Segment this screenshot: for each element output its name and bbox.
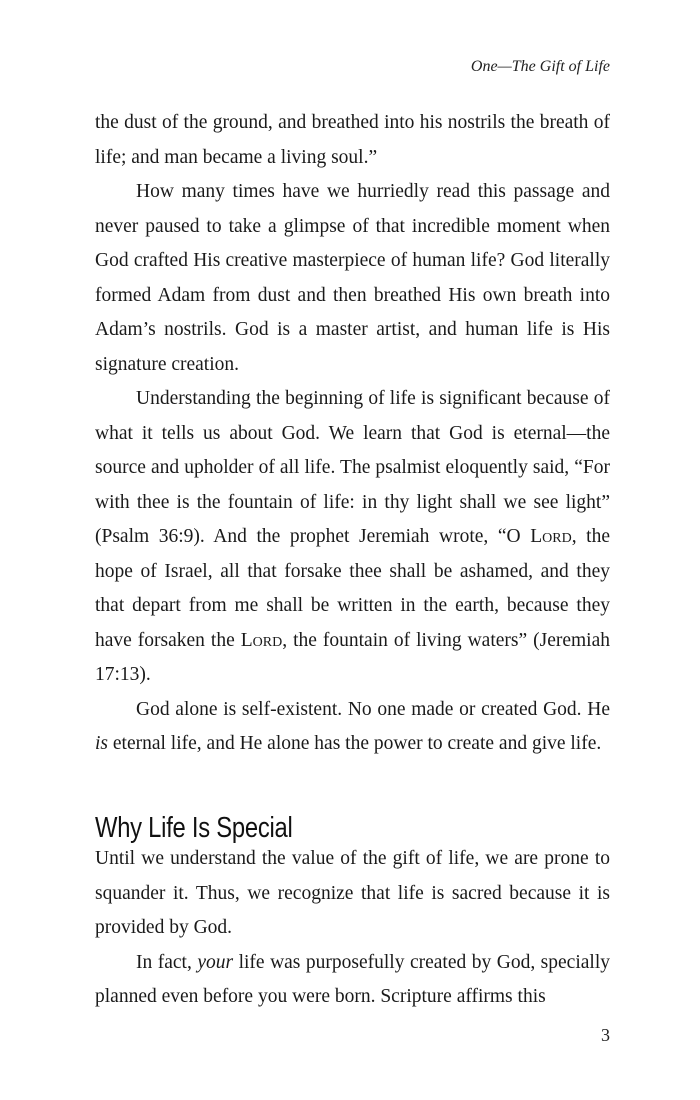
paragraph: Until we understand the value of the gift of life, we are prone to squander it. Thus, we recognize that life is sacred because it is provided by God. (95, 848, 610, 938)
running-head: One—The Gift of Life (470, 58, 610, 75)
paragraph-text: eternal life, and He alone has the power to create and give life. (108, 733, 602, 754)
paragraph-text: Understanding the beginning of life is significant because of what it tells us about God. We learn that God is eternal—the source and upholder of all life. The psalmist eloquently said, “For with thee is the fountain of life: in thy light shall we see light” (Psalm 36:9). And the prophet Jeremiah wrote, “O (95, 388, 610, 547)
body-text-bottom (95, 842, 610, 1015)
page-number: 3 (601, 1025, 610, 1045)
paragraph-continuation: the dust of the ground, and breathed into his nostrils the breath of life; and man became a living soul.” (95, 112, 610, 168)
paragraph (95, 382, 610, 693)
body-text-top (95, 106, 610, 762)
paragraph-text: , the fountain of living waters” (Jeremiah 17:13). (95, 629, 610, 685)
paragraph (95, 693, 610, 762)
small-caps-lord: Lord (530, 526, 572, 547)
small-caps-lord: Lord (240, 629, 283, 651)
paragraph: How many times have we hurriedly read this passage and never paused to take a glimpse of that incredible moment when God crafted His creative masterpiece of human life? God literally formed Adam from dust and then breathed His own breath into Adam’s nostrils. God is a master artist, and human life is His signature creation. (95, 181, 610, 375)
emphasis: your (197, 951, 234, 973)
paragraph-text: In fact, (136, 951, 198, 973)
paragraph-text: , the hope of Israel, all that forsake thee shall be ashamed, and they that depart from me shall be written in the earth, because they have forsaken the (95, 526, 610, 651)
paragraph-text: life was purposefully created by God, specially planned even before you were born. Scripture affirms this (95, 951, 610, 1007)
paragraph-text: God alone is self-existent. No one made or created God. He (136, 698, 610, 720)
section-heading: Why Life Is Special (95, 812, 293, 845)
emphasis: is (95, 733, 109, 754)
paragraph (95, 946, 610, 1015)
